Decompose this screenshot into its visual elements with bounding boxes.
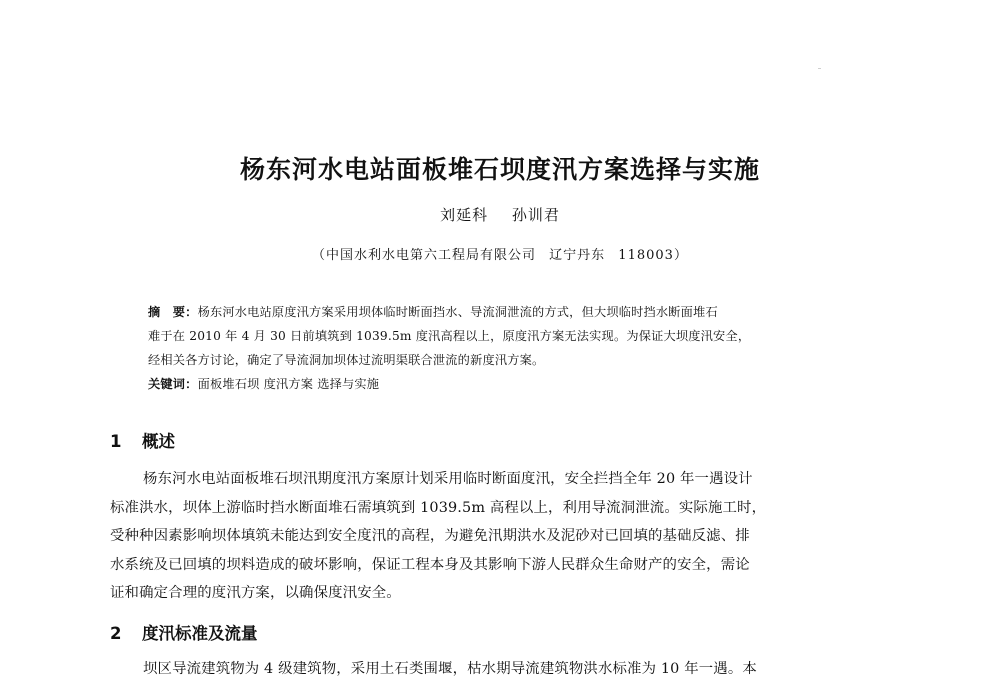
paper-title: 杨东河水电站面板堆石坝度汛方案选择与实施 bbox=[239, 155, 760, 184]
section-heading-1 bbox=[110, 428, 175, 452]
section-body-1 bbox=[110, 465, 890, 608]
keywords-label: 关键词： bbox=[148, 377, 198, 391]
abstract-line bbox=[148, 300, 868, 324]
section-number: 1 bbox=[110, 432, 122, 451]
abstract-block bbox=[148, 300, 868, 396]
abstract-line: 经相关各方讨论，确定了导流洞加坝体过流明渠联合泄流的新度汛方案。 bbox=[148, 353, 545, 367]
section-title: 概述 bbox=[142, 432, 175, 451]
keywords-line bbox=[148, 372, 868, 396]
section-number: 2 bbox=[110, 624, 122, 643]
paragraph-line: 杨东河水电站面板堆石坝汛期度汛方案原计划采用临时断面度汛，安全拦挡全年 20 年一遇设计 bbox=[143, 471, 753, 487]
paper-authors: 刘延科 孙训君 bbox=[440, 206, 560, 224]
abstract-text: 杨东河水电站原度汛方案采用坝体临时断面挡水、导流洞泄流的方式，但大坝临时挡水断面堆石 bbox=[197, 305, 718, 319]
abstract-label: 摘 要： bbox=[148, 305, 198, 319]
section-title: 度汛标准及流量 bbox=[142, 624, 258, 643]
paragraph-line: 坝区导流建筑物为 4 级建筑物，采用土石类围堰，枯水期导流建筑物洪水标准为 10 年一遇。本 bbox=[143, 661, 757, 677]
abstract-line: 难于在 2010 年 4 月 30 日前填筑到 1039.5m 度汛高程以上，原度汛方案无法实现。为保证大坝度汛安全， bbox=[148, 329, 751, 343]
keywords-text: 面板堆石坝 度汛方案 选择与实施 bbox=[197, 377, 380, 391]
paragraph-line: 水系统及已回填的坝料造成的破坏影响，保证工程本身及其影响下游人民群众生命财产的安全，需论 bbox=[110, 556, 750, 573]
paragraph-line: 标准洪水，坝体上游临时挡水断面堆石需填筑到 1039.5m 高程以上，利用导流洞泄流。实际施工时， bbox=[110, 499, 767, 516]
author-affiliation: （中国水利水电第六工程局有限公司 辽宁丹东 118003） bbox=[312, 248, 688, 263]
scan-speck bbox=[818, 68, 821, 69]
section-heading-2 bbox=[110, 620, 258, 644]
paragraph-line: 受种种因素影响坝体填筑未能达到安全度汛的高程，为避免汛期洪水及泥砂对已回填的基础反滤、排 bbox=[110, 528, 750, 544]
section-body-2 bbox=[110, 655, 890, 684]
paragraph-line: 证和确定合理的度汛方案，以确保度汛安全。 bbox=[110, 585, 401, 601]
